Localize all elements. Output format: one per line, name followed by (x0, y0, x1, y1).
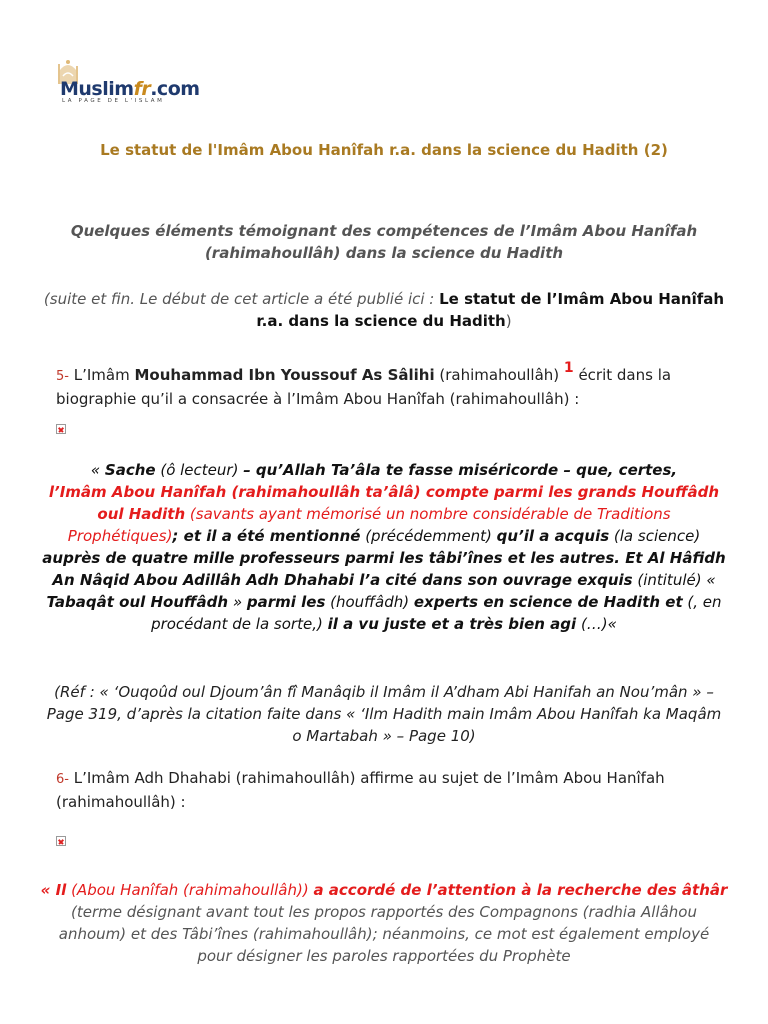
quote-aside: (précédemment) (360, 527, 497, 545)
paragraph-number: 5- (56, 369, 69, 384)
paragraph-number: 6- (56, 772, 69, 787)
quote-aside: (houffâdh) (325, 593, 414, 611)
quote-aside: » (228, 593, 247, 611)
scholar-name: Mouhammad Ibn Youssouf As Sâlihi (134, 366, 435, 384)
quote-bold: – qu’Allah Ta’âla te fasse miséricorde – que, certes, (243, 461, 678, 479)
quote-mark: « (40, 881, 56, 899)
previous-article-link[interactable]: Le statut de l’Imâm Abou Hanîfah r.a. dans la science du Hadith (256, 290, 725, 330)
site-logo[interactable] (54, 56, 204, 104)
quote-bold: ; et il a été mentionné (172, 527, 361, 545)
continuation-note (40, 288, 728, 332)
quote-highlight: a accordé de l’attention à la recherche des âthâr (313, 881, 728, 899)
article-subtitle: Quelques éléments témoignant des compétences de l’Imâm Abou Hanîfah (rahimahoullâh) dans la science du Hadith (70, 222, 698, 262)
paragraph-text: L’Imâm Adh Dhahabi (rahimahoullâh) affirme au sujet de l’Imâm Abou Hanîfah (rahimahoullâh) : (56, 769, 665, 811)
logo-tagline: LA PAGE DE L'ISLAM (62, 98, 165, 104)
quote-mark: « (90, 461, 105, 479)
quote-aside: (intitulé) « (632, 571, 716, 589)
quote-bold: experts en science de Hadith et (413, 593, 683, 611)
paragraph-text: écrit dans la biographie qu’il a consacrée à l’Imâm Abou Hanîfah (rahimahoullâh) : (56, 366, 672, 408)
quote-block-2 (40, 879, 728, 967)
quote-aside: (, en procédant de la sorte,) (151, 593, 722, 633)
reference-citation: (Réf : « ‘Ouqoûd oul Djoum’ân fî Manâqib il Imâm il A’dham Abi Hanifah an Nou’mân » – Page 319, d’après la citation faite dans « ‘Ilm Hadith main Imâm Abou Hanîfah ka Maqâm o Martabah » – Page 10) (46, 683, 722, 745)
continuation-lead: (suite et fin. Le début de cet article a été publié ici : (43, 290, 440, 308)
quote-bold: parmi les (246, 593, 326, 611)
paragraph-text: L’Imâm (68, 366, 135, 384)
quote-aside: (la science) (609, 527, 701, 545)
article-title: Le statut de l'Imâm Abou Hanîfah r.a. dans la science du Hadith (2) (100, 141, 668, 159)
broken-image-icon (56, 836, 66, 846)
quote-aside: (…)« (576, 615, 617, 633)
quote-bold: auprès de quatre mille professeurs parmi les tâbi’înes et les autres. Et Al Hâfidh An Nâqid Abou Adillâh Adh Dhahabi l’a cité dans son ouvrage exquis (42, 549, 726, 589)
quote-aside: (ô lecteur) (155, 461, 244, 479)
quote-highlight-aside: (savants ayant mémorisé un nombre considérable de Traditions Prophétiques) (67, 505, 671, 545)
quote-bold: il a vu juste et a très bien agi (327, 615, 577, 633)
continuation-tail: ) (505, 312, 512, 330)
paragraph-text: (rahimahoullâh) (434, 366, 564, 384)
quote-bold: Sache (104, 461, 156, 479)
paragraph-6 (56, 767, 716, 813)
logo-wordmark: Muslimfr.com (60, 78, 200, 100)
paragraph-5 (56, 357, 716, 410)
quote-highlight: l’Imâm Abou Hanîfah (rahimahoullâh ta’âlâ) compte parmi les grands Houffâdh oul Hadith (48, 483, 720, 523)
quote-highlight-aside: (Abou Hanîfah (rahimahoullâh)) (66, 881, 314, 899)
footnote-marker[interactable]: 1 (563, 360, 574, 376)
broken-image-icon (56, 424, 66, 434)
quote-aside: (terme désignant avant tout les propos rapportés des Compagnons (radhia Allâhou anhoum) et des Tâbi’înes (rahimahoullâh); néanmoins, ce mot est également employé pour désigner les paroles rapportées du Prophète (58, 903, 710, 965)
quote-block-1 (40, 459, 728, 635)
quote-bold: qu’il a acquis (496, 527, 610, 545)
quote-highlight: Il (55, 881, 67, 899)
book-title: Tabaqât oul Houffâdh (46, 593, 229, 611)
